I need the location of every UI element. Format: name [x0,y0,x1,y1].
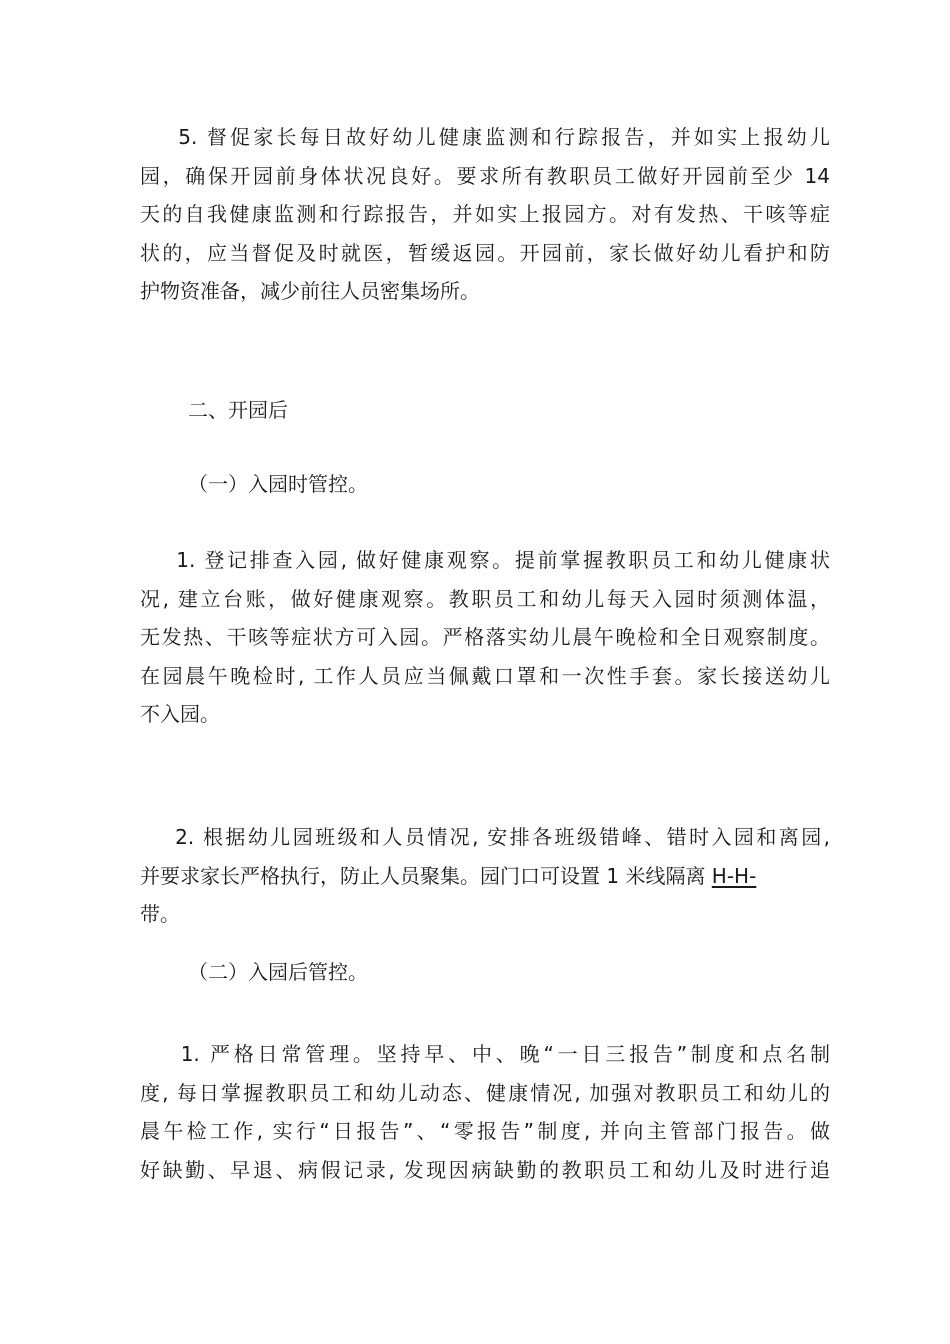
text-line: 带。 [140,902,180,926]
text-line: 2. 根据幼儿园班级和人员情况, 安排各班级错峰、错时入园和离园, [140,825,830,849]
section-heading-after-opening: 二、开园后 [188,398,288,422]
text-segment: 并要求家长严格执行，防止人员聚集。园门口可设置 1 米线隔离 [140,863,712,888]
text-line: 不入园。 [140,702,220,726]
text-line: 护物资准备，减少前往人员密集场所。 [140,279,480,303]
paragraph-registration-check [140,541,830,734]
text-line: 况, 建立台账，做好健康观察。教职员工和幼儿每天入园时须测体温， [140,586,830,611]
text-line: 无发热、干咳等症状方可入园。严格落实幼儿晨午晚检和全日观察制度。 [140,625,830,649]
text-line: 5. 督促家长每日故好幼儿健康监测和行踪报告，并如实上报幼儿 [140,125,830,149]
text-line: 在园晨午晚检时, 工作人员应当佩戴口罩和一次性手套。家长接送幼儿 [140,663,830,688]
paragraph-staggered-entry [140,818,830,934]
text-line: 晨午检工作, 实行“日报告”、“零报告”制度, 并向主管部门报告。做 [140,1119,830,1143]
text-line: 1. 严格日常管理。坚持早、中、晚“一日三报告”制度和点名制 [140,1042,830,1066]
text-line: 度, 每日掌握教职员工和幼儿动态、健康情况, 加强对教职员工和幼儿的 [140,1080,830,1105]
underlined-text: H-H- [711,863,757,888]
text-line: 好缺勤、早退、病假记录, 发现因病缺勤的教职员工和幼儿及时进行追 [140,1157,830,1182]
text-line: 园，确保开园前身体状况良好。要求所有教职员工做好开园前至少 14 [140,163,830,188]
text-line: 状的，应当督促及时就医，暂缓返园。开园前，家长做好幼儿看护和防 [140,240,830,265]
text-line: 1. 登记排查入园, 做好健康观察。提前掌握教职员工和幼儿健康状 [140,548,830,572]
subheading-entry-control: （一）入园时管控。 [188,472,368,496]
text-line: 天的自我健康监测和行踪报告，并如实上报园方。对有发热、干咳等症 [140,202,830,226]
text-line [140,857,830,896]
paragraph-daily-management [140,1035,830,1189]
paragraph-parent-monitoring [140,118,830,311]
subheading-after-entry-control: （二）入园后管控。 [188,960,368,984]
